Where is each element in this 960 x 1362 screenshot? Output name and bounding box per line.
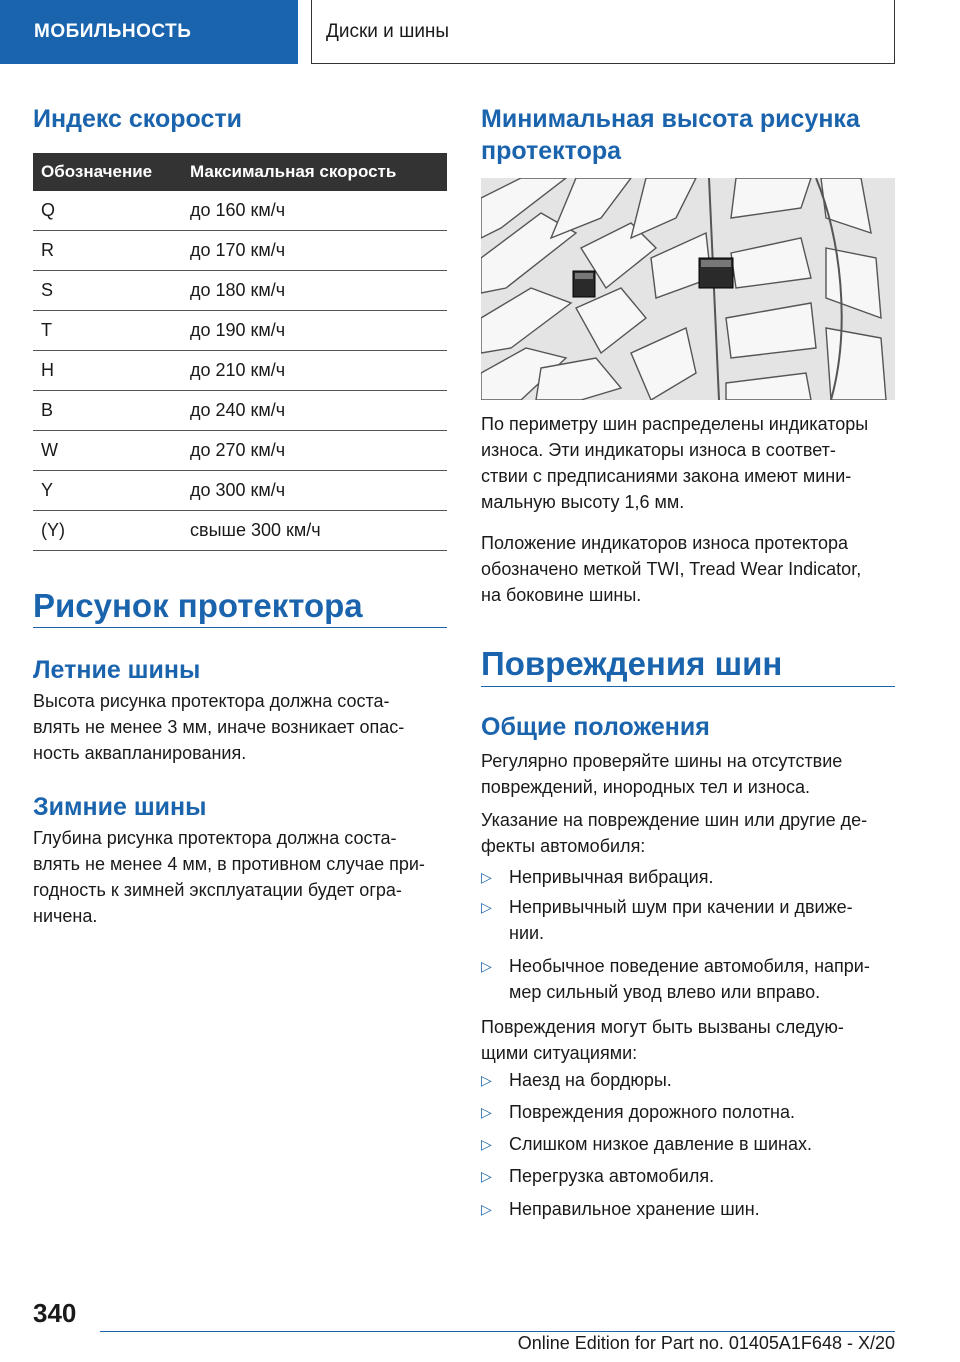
speed-code: S — [33, 271, 182, 311]
bullet-triangle-icon: ▷ — [481, 1168, 492, 1184]
max-speed: до 270 км/ч — [182, 431, 447, 471]
list-item — [481, 1067, 895, 1093]
table-row — [33, 231, 447, 271]
winter-paragraph — [33, 825, 447, 929]
text-line: влять не менее 3 мм, иначе возникает опас- — [33, 717, 405, 737]
heading-line: протектора — [481, 137, 622, 165]
winter-heading: Зимние шины — [33, 793, 207, 821]
text-line: обозначено меткой TWI, Tread Wear Indicator, — [481, 559, 862, 579]
table-row — [33, 511, 447, 551]
bullet-triangle-icon: ▷ — [481, 869, 492, 885]
list-item — [481, 953, 895, 1005]
section-title: МОБИЛЬНОСТЬ — [34, 21, 192, 42]
text-line: Повреждения дорожного полотна. — [509, 1102, 796, 1122]
text-line: ность аквапланирования. — [33, 743, 247, 763]
bullet-triangle-icon: ▷ — [481, 1201, 492, 1217]
table-row — [33, 351, 447, 391]
max-speed: до 210 км/ч — [182, 351, 447, 391]
footer-rule — [100, 1331, 895, 1332]
tread-heading: Рисунок протектора — [33, 587, 363, 624]
bullet-triangle-icon: ▷ — [481, 958, 492, 974]
max-speed: свыше 300 км/ч — [182, 511, 447, 551]
table-row — [33, 271, 447, 311]
min-tread-paragraph-1 — [481, 411, 895, 515]
edition-note: Online Edition for Part no. 01405A1F648 - X/20 — [517, 1333, 895, 1353]
speed-index-table — [33, 153, 447, 551]
text-line: Перегрузка автомобиля. — [509, 1166, 715, 1186]
text-line: Неправильное хранение шин. — [509, 1199, 760, 1219]
bullet-triangle-icon: ▷ — [481, 899, 492, 915]
general-heading: Общие положения — [481, 713, 710, 741]
max-speed: до 180 км/ч — [182, 271, 447, 311]
table-row — [33, 431, 447, 471]
heading-rule — [481, 686, 895, 687]
table-row — [33, 311, 447, 351]
max-speed: до 160 км/ч — [182, 191, 447, 231]
speed-code: Q — [33, 191, 182, 231]
min-tread-heading — [481, 103, 860, 167]
tire-tread-illustration — [481, 178, 895, 400]
heading-line: Минимальная высота рисунка — [481, 105, 860, 133]
text-line: Положение индикаторов износа протектора — [481, 533, 849, 553]
text-line: влять не менее 4 мм, в противном случае при- — [33, 854, 425, 874]
damage-heading: Повреждения шин — [481, 645, 783, 682]
table-row — [33, 191, 447, 231]
table-row — [33, 471, 447, 511]
speed-code: (Y) — [33, 511, 182, 551]
text-line: По периметру шин распределены индикаторы — [481, 414, 869, 434]
text-line: Глубина рисунка протектора должна соста- — [33, 828, 397, 848]
text-line: Непривычный шум при качении и движе- — [509, 897, 853, 917]
list-item — [481, 1163, 895, 1189]
page-number: 340 — [33, 1298, 77, 1328]
list-item — [481, 1196, 895, 1222]
text-line: Указание на повреждение шин или другие де- — [481, 810, 868, 830]
heading-rule — [33, 627, 447, 628]
text-line: ничена. — [33, 906, 98, 926]
text-line: на боковине шины. — [481, 585, 642, 605]
summer-heading: Летние шины — [33, 656, 201, 684]
bullet-triangle-icon: ▷ — [481, 1104, 492, 1120]
bullet-triangle-icon: ▷ — [481, 1136, 492, 1152]
list-item — [481, 894, 895, 946]
text-line: Регулярно проверяйте шины на отсутствие — [481, 751, 843, 771]
max-speed: до 240 км/ч — [182, 391, 447, 431]
text-line: Слишком низкое давление в шинах. — [509, 1134, 813, 1154]
table-header-row — [33, 153, 447, 191]
text-line: мер сильный увод влево или вправо. — [509, 982, 821, 1002]
list-item — [481, 864, 895, 890]
summer-paragraph — [33, 688, 447, 766]
text-line: Наезд на бордюры. — [509, 1070, 672, 1090]
tire-drawing — [481, 178, 895, 400]
text-line: износа. Эти индикаторы износа в соответ- — [481, 440, 836, 460]
text-line: нии. — [509, 923, 545, 943]
damage-paragraph-2 — [481, 807, 895, 859]
section-tab — [0, 0, 298, 64]
text-line: Повреждения могут быть вызваны следую- — [481, 1017, 844, 1037]
text-line: повреждений, инородных тел и износа. — [481, 777, 811, 797]
max-speed: до 300 км/ч — [182, 471, 447, 511]
speed-code: Y — [33, 471, 182, 511]
speed-code: B — [33, 391, 182, 431]
table-row — [33, 391, 447, 431]
text-line: годность к зимней эксплуатации будет огра- — [33, 880, 402, 900]
max-speed: до 170 км/ч — [182, 231, 447, 271]
speed-code: T — [33, 311, 182, 351]
chapter-box — [311, 0, 895, 64]
speed-code: W — [33, 431, 182, 471]
chapter-title: Диски и шины — [326, 20, 450, 42]
column-header: Максимальная скорость — [182, 153, 447, 191]
text-line: Высота рисунка протектора должна соста- — [33, 691, 390, 711]
min-tread-paragraph-2 — [481, 530, 895, 608]
speed-index-heading: Индекс скорости — [33, 105, 242, 133]
text-line: ствии с предписаниями закона имеют мини- — [481, 466, 852, 486]
text-line: щими ситуациями: — [481, 1043, 638, 1063]
bullet-triangle-icon: ▷ — [481, 1072, 492, 1088]
text-line: фекты автомобиля: — [481, 836, 646, 856]
text-line: Непривычная вибрация. — [509, 867, 714, 887]
list-item — [481, 1099, 895, 1125]
column-header: Обозначение — [33, 153, 182, 191]
max-speed: до 190 км/ч — [182, 311, 447, 351]
text-line: мальную высоту 1,6 мм. — [481, 492, 685, 512]
speed-code: H — [33, 351, 182, 391]
damage-paragraph-3 — [481, 1014, 895, 1066]
damage-paragraph-1 — [481, 748, 895, 800]
speed-code: R — [33, 231, 182, 271]
text-line: Необычное поведение автомобиля, напри- — [509, 956, 870, 976]
list-item — [481, 1131, 895, 1157]
